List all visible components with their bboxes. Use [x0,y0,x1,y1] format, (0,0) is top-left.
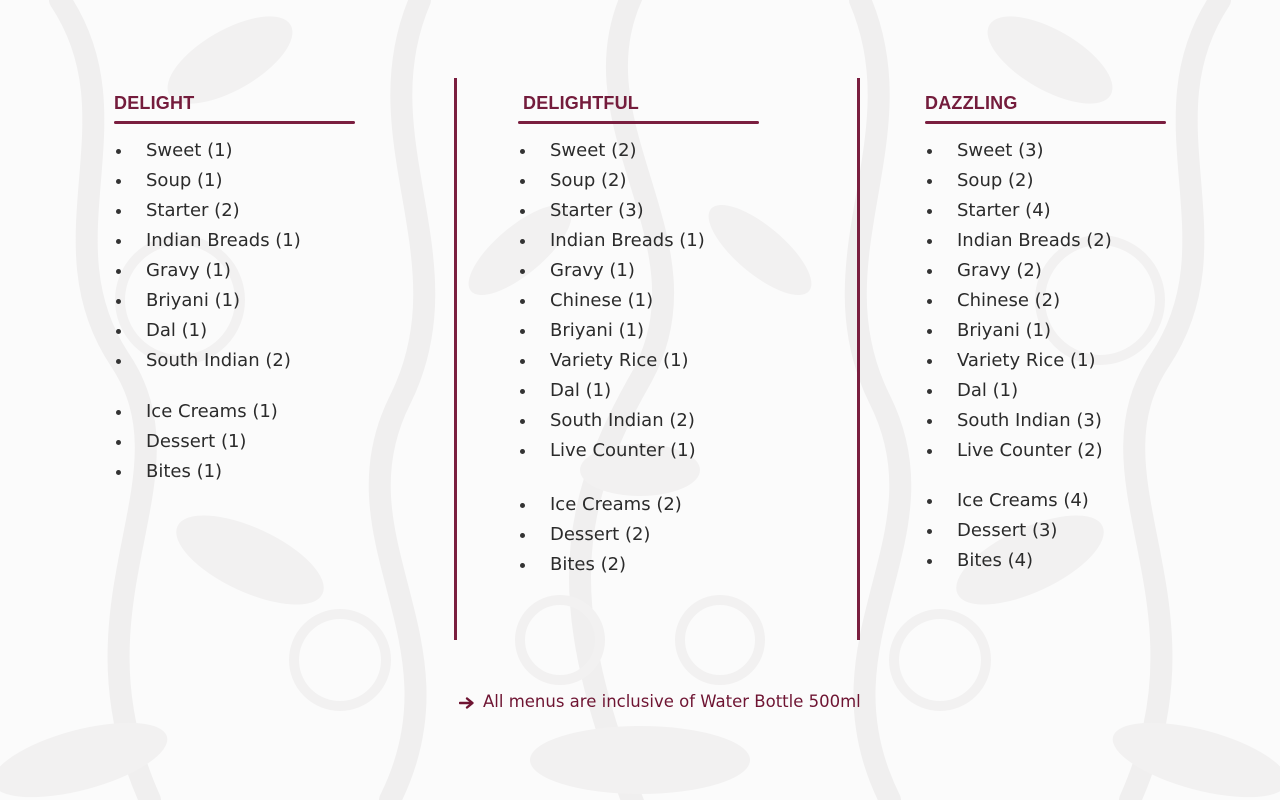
list-item-label: Starter (2) [146,200,240,221]
menu-column-dazzling [925,92,1225,576]
list-item [114,256,414,286]
list-item [518,490,818,520]
list-item [114,457,414,487]
list-item [925,166,1225,196]
list-item-label: South Indian (2) [146,350,291,371]
list-item [925,486,1225,516]
bullet-icon [927,559,932,564]
extras-list [518,490,818,580]
list-item [925,516,1225,546]
list-item-label: Bites (4) [957,550,1034,571]
list-item-label: Briyani (1) [550,320,645,341]
list-item-label: Briyani (1) [957,320,1052,341]
list-item [114,427,414,457]
bullet-icon [520,269,525,274]
bullet-icon [520,299,525,304]
bullet-icon [927,149,932,154]
title-underline [518,121,759,124]
bullet-icon [116,470,121,475]
bullet-icon [520,389,525,394]
list-item [114,196,414,226]
menu-items-list [114,136,414,376]
bullet-icon [927,179,932,184]
bullet-icon [927,239,932,244]
list-item [518,286,818,316]
list-item [114,346,414,376]
list-item-label: Sweet (2) [550,140,637,161]
list-item-label: Bites (2) [550,554,627,575]
bullet-icon [927,359,932,364]
list-item [518,226,818,256]
list-item [925,286,1225,316]
list-item [925,406,1225,436]
bullet-icon [520,359,525,364]
bullet-icon [116,179,121,184]
list-item-label: Dessert (1) [146,431,247,452]
column-divider [454,78,457,640]
bullet-icon [116,299,121,304]
list-item-label: Chinese (2) [957,290,1061,311]
title-underline [925,121,1166,124]
bullet-icon [520,503,525,508]
bullet-icon [116,149,121,154]
list-item [518,316,818,346]
list-item [518,256,818,286]
footer-note-text: All menus are inclusive of Water Bottle 500ml [483,692,861,711]
list-item-label: Sweet (1) [146,140,233,161]
title-underline [114,121,355,124]
list-item [114,397,414,427]
bullet-icon [116,329,121,334]
bullet-icon [520,209,525,214]
list-item-label: Dessert (3) [957,520,1058,541]
list-item-label: Briyani (1) [146,290,241,311]
arrow-right-icon [459,696,475,710]
list-item [114,316,414,346]
bullet-icon [116,410,121,415]
list-item [518,550,818,580]
list-item-label: Soup (2) [550,170,627,191]
list-item [518,406,818,436]
list-item [925,376,1225,406]
footer-note [459,690,861,714]
bullet-icon [927,499,932,504]
bullet-icon [116,440,121,445]
list-item [114,136,414,166]
bullet-icon [116,239,121,244]
list-item [518,520,818,550]
list-item [925,256,1225,286]
list-item-label: Live Counter (2) [957,440,1103,461]
list-item-label: Dal (1) [550,380,612,401]
list-item [114,166,414,196]
menu-column-delightful [518,92,818,580]
list-item-label: Dessert (2) [550,524,651,545]
list-item [925,436,1225,466]
list-item-label: Ice Creams (4) [957,490,1089,511]
list-item-label: Starter (3) [550,200,644,221]
extras-list [925,486,1225,576]
list-item-label: Live Counter (1) [550,440,696,461]
list-item-label: Gravy (1) [146,260,231,281]
column-title: DELIGHTFUL [523,93,639,113]
list-item-label: Soup (1) [146,170,223,191]
bullet-icon [116,269,121,274]
bullet-icon [520,179,525,184]
list-item-label: Indian Breads (1) [146,230,301,251]
list-item [925,316,1225,346]
list-item-label: Soup (2) [957,170,1034,191]
list-item-label: South Indian (3) [957,410,1102,431]
list-item-label: Starter (4) [957,200,1051,221]
list-item [114,286,414,316]
list-item-label: Chinese (1) [550,290,654,311]
list-item-label: South Indian (2) [550,410,695,431]
column-title: DAZZLING [925,93,1018,113]
list-item [114,226,414,256]
list-item [925,226,1225,256]
list-item-label: Indian Breads (2) [957,230,1112,251]
list-item-label: Bites (1) [146,461,223,482]
list-item-label: Dal (1) [146,320,208,341]
list-item-label: Variety Rice (1) [957,350,1096,371]
bullet-icon [927,299,932,304]
list-item-label: Gravy (1) [550,260,635,281]
menu-items-list [925,136,1225,466]
list-item [518,346,818,376]
list-item [518,376,818,406]
bullet-icon [520,329,525,334]
list-item [925,136,1225,166]
list-item-label: Indian Breads (1) [550,230,705,251]
bullet-icon [520,239,525,244]
list-item-label: Ice Creams (2) [550,494,682,515]
bullet-icon [927,269,932,274]
menu-column-delight [114,92,414,487]
bullet-icon [927,529,932,534]
list-item [925,546,1225,576]
bullet-icon [520,563,525,568]
list-item-label: Dal (1) [957,380,1019,401]
list-item-label: Sweet (3) [957,140,1044,161]
list-item [518,196,818,226]
bullet-icon [927,419,932,424]
bullet-icon [520,149,525,154]
bullet-icon [520,419,525,424]
bullet-icon [927,209,932,214]
list-item [518,436,818,466]
bullet-icon [520,449,525,454]
bullet-icon [116,209,121,214]
bullet-icon [927,329,932,334]
list-item-label: Variety Rice (1) [550,350,689,371]
list-item-label: Ice Creams (1) [146,401,278,422]
list-item [518,136,818,166]
list-item [925,346,1225,376]
bullet-icon [927,449,932,454]
list-item-label: Gravy (2) [957,260,1042,281]
bullet-icon [520,533,525,538]
list-item [925,196,1225,226]
extras-list [114,397,414,487]
column-divider [857,78,860,640]
bullet-icon [927,389,932,394]
menu-items-list [518,136,818,466]
bullet-icon [116,359,121,364]
list-item [518,166,818,196]
column-title: DELIGHT [114,93,195,113]
